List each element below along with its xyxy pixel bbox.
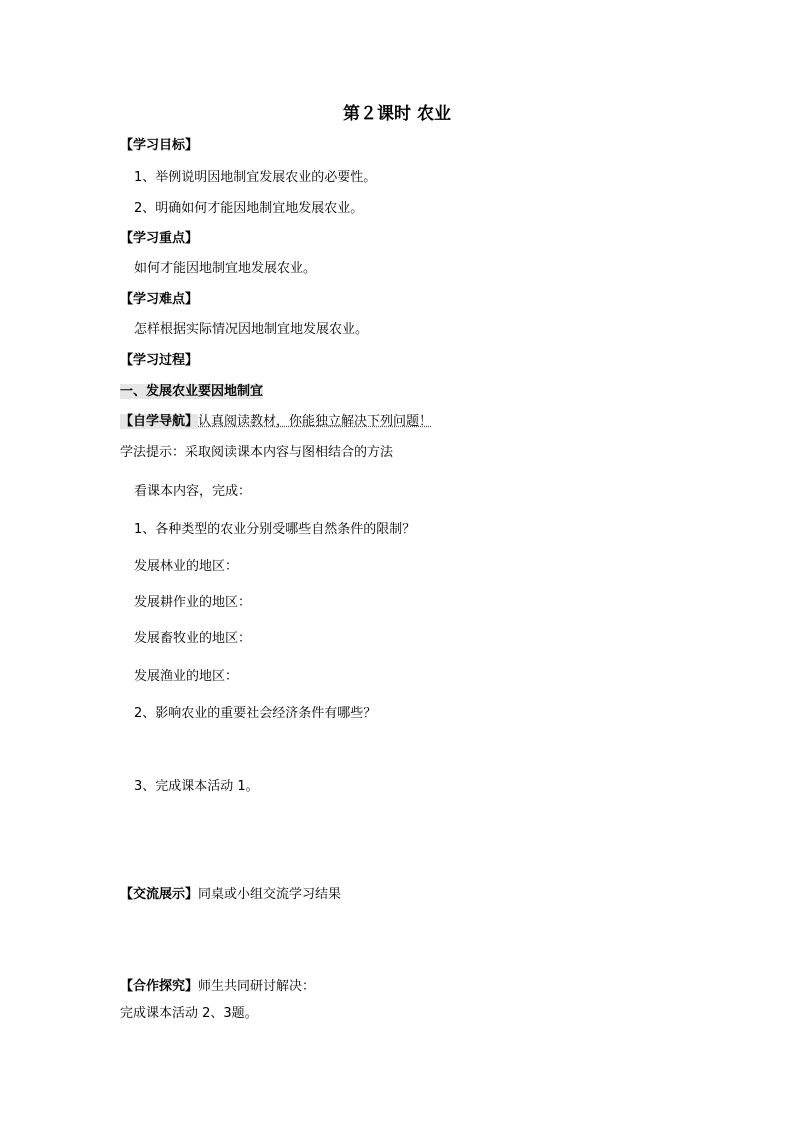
exchange-label: 【交流展示】 [120, 887, 199, 902]
focus-heading: 【学习重点】 [120, 231, 199, 246]
question-3: 3、完成课本活动 1。 [134, 779, 259, 794]
animal-husbandry-line: 发展畜牧业的地区： [134, 631, 252, 646]
goal-2: 2、明确如何才能因地制宜地发展农业。 [134, 201, 364, 216]
exchange-text: 同桌或小组交流学习结果 [198, 887, 342, 902]
process-heading: 【学习过程】 [120, 353, 199, 368]
read-instruction: 看课本内容，完成： [134, 484, 252, 499]
method-tip: 学法提示：采取阅读课本内容与图相结合的方法 [120, 445, 394, 460]
question-1: 1、各种类型的农业分别受哪些自然条件的限制？ [134, 522, 416, 537]
difficulty-text: 怎样根据实际情况因地制宜地发展农业。 [134, 322, 369, 337]
farming-line: 发展耕作业的地区： [134, 595, 252, 610]
self-study-label: 【自学导航】 [120, 414, 199, 429]
goal-1: 1、举例说明因地制宜发展农业的必要性。 [134, 170, 377, 185]
forestry-line: 发展林业的地区： [134, 559, 239, 574]
cooperation-line [120, 979, 315, 995]
part-one-heading-text: 一、发展农业要因地制宜 [120, 384, 264, 399]
cooperation-text: 师生共同研讨解决： [198, 979, 316, 994]
fishery-line: 发展渔业的地区： [134, 669, 239, 684]
self-study-line [120, 414, 432, 430]
difficulty-heading: 【学习难点】 [120, 292, 199, 307]
question-2: 2、影响农业的重要社会经济条件有哪些？ [134, 706, 377, 721]
cooperation-label: 【合作探究】 [120, 979, 199, 994]
page-title: 第２课时 农业 [343, 104, 451, 124]
part-one-heading [120, 384, 263, 400]
exchange-line [120, 887, 341, 903]
goals-heading: 【学习目标】 [120, 138, 199, 153]
focus-text: 如何才能因地制宜地发展农业。 [134, 261, 317, 276]
cooperation-task: 完成课本活动 2、3题。 [120, 1006, 258, 1021]
self-study-text: 认真阅读教材，你能独立解决下列问题！ [198, 414, 433, 429]
